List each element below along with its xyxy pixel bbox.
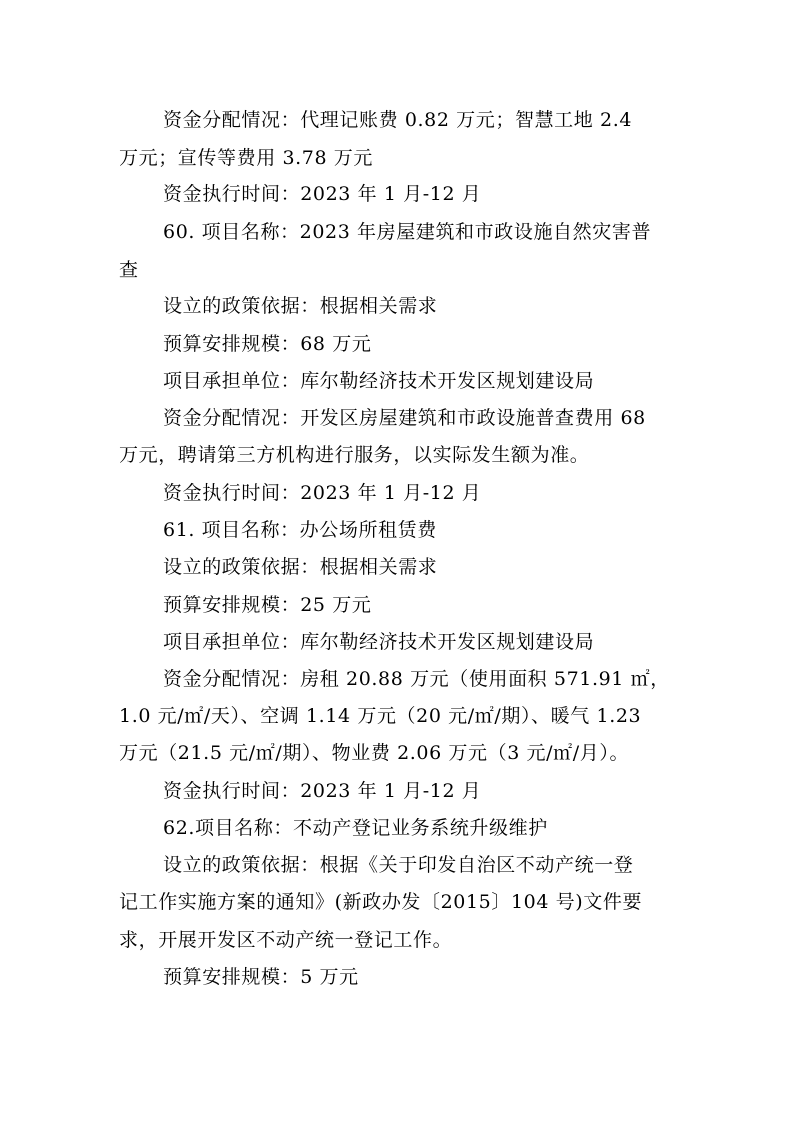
paragraph-line: 资金执行时间：2023 年 1 月-12 月: [163, 482, 482, 504]
paragraph-line: 1.0 元/㎡/天）、空调 1.14 万元（20 元/㎡/期）、暖气 1.23: [119, 705, 642, 727]
paragraph-line: 万元，聘请第三方机构进行服务，以实际发生额为准。: [119, 444, 590, 466]
project-heading: 61. 项目名称：办公场所租赁费: [163, 519, 437, 541]
paragraph-line: 求，开展开发区不动产统一登记工作。: [119, 929, 453, 951]
paragraph-line: 资金分配情况：代理记账费 0.82 万元；智慧工地 2.4: [163, 109, 633, 131]
paragraph-line: 预算安排规模：5 万元: [163, 966, 359, 988]
project-heading: 62.项目名称：不动产登记业务系统升级维护: [163, 817, 548, 839]
paragraph-line: 项目承担单位：库尔勒经济技术开发区规划建设局: [163, 370, 595, 392]
paragraph-line: 查: [119, 259, 139, 281]
paragraph-line: 资金执行时间：2023 年 1 月-12 月: [163, 780, 482, 802]
paragraph-line: 设立的政策依据：根据《关于印发自治区不动产统一登: [163, 854, 634, 876]
paragraph-line: 资金分配情况：房租 20.88 万元（使用面积 571.91 ㎡，: [163, 668, 670, 690]
paragraph-line: 设立的政策依据：根据相关需求: [163, 295, 438, 317]
paragraph-line: 项目承担单位：库尔勒经济技术开发区规划建设局: [163, 631, 595, 653]
paragraph-line: 记工作实施方案的通知》(新政办发〔2015〕104 号)文件要: [119, 891, 643, 913]
paragraph-line: 资金执行时间：2023 年 1 月-12 月: [163, 183, 482, 205]
paragraph-line: 设立的政策依据：根据相关需求: [163, 556, 438, 578]
paragraph-line: 万元（21.5 元/㎡/期）、物业费 2.06 万元（3 元/㎡/月）。: [119, 742, 630, 764]
project-heading: 60. 项目名称：2023 年房屋建筑和市政设施自然灾害普: [163, 221, 652, 243]
paragraph-line: 预算安排规模：25 万元: [163, 594, 372, 616]
paragraph-line: 资金分配情况：开发区房屋建筑和市政设施普查费用 68: [163, 407, 646, 429]
paragraph-line: 预算安排规模：68 万元: [163, 333, 372, 355]
paragraph-line: 万元；宣传等费用 3.78 万元: [119, 147, 373, 169]
